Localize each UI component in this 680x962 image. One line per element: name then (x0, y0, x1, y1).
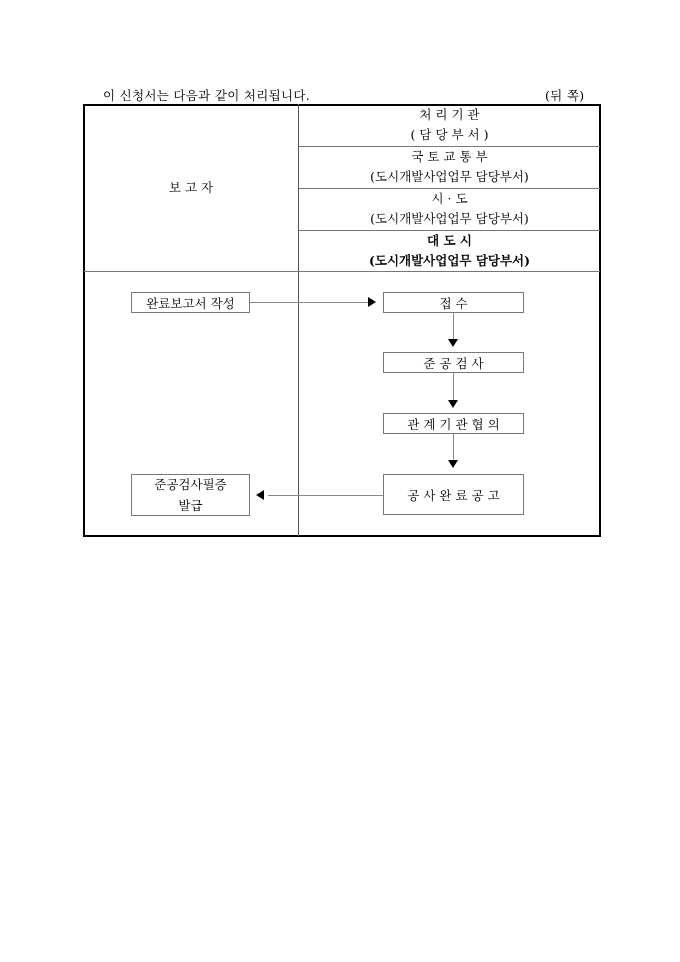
inspection-box (383, 352, 524, 373)
agency-title: 처 리 기 관 (419, 107, 480, 122)
row-divider (299, 146, 600, 147)
receipt-label: 접 수 (439, 295, 468, 311)
connector-line (250, 302, 368, 303)
molit-dept: (도시개발사업업무 담당부서) (370, 169, 529, 184)
consult-box (383, 413, 524, 434)
city-name: 대 도 시 (427, 233, 472, 248)
connector-line (453, 373, 454, 400)
certificate-label-line1: 준공검사필증 (154, 477, 227, 492)
arrow-down-icon (448, 460, 458, 468)
reporter-label: 보 고 자 (168, 180, 214, 195)
sido-name: 시 · 도 (431, 191, 468, 206)
arrow-left-icon (256, 490, 264, 500)
consult-label: 관 계 기 관 협 의 (407, 416, 500, 432)
arrow-right-icon (368, 297, 376, 307)
report-label: 완료보고서 작성 (146, 295, 235, 311)
announce-label: 공 사 완 료 공 고 (407, 487, 500, 503)
arrow-down-icon (448, 339, 458, 347)
receipt-box (383, 292, 524, 313)
connector-line (268, 495, 383, 496)
connector-line (453, 313, 454, 339)
processing-note: 이 신청서는 다음과 같이 처리됩니다. (103, 88, 310, 103)
section-divider (84, 271, 600, 272)
sido-dept: (도시개발사업업무 담당부서) (370, 211, 529, 226)
inspection-label: 준 공 검 사 (423, 355, 484, 371)
connector-line (453, 434, 454, 460)
agency-subtitle: ( 담 당 부 서 ) (410, 127, 489, 142)
row-divider (299, 188, 600, 189)
city-dept: (도시개발사업업무 담당부서) (368, 253, 531, 268)
announce-box (383, 474, 524, 515)
molit-name: 국 토 교 통 부 (411, 149, 488, 164)
page-side-label: (뒤 쪽) (545, 88, 585, 103)
certificate-box (131, 474, 250, 516)
arrow-down-icon (448, 400, 458, 408)
certificate-label-line2: 발급 (178, 498, 203, 513)
report-box (131, 292, 250, 313)
row-divider (299, 230, 600, 231)
